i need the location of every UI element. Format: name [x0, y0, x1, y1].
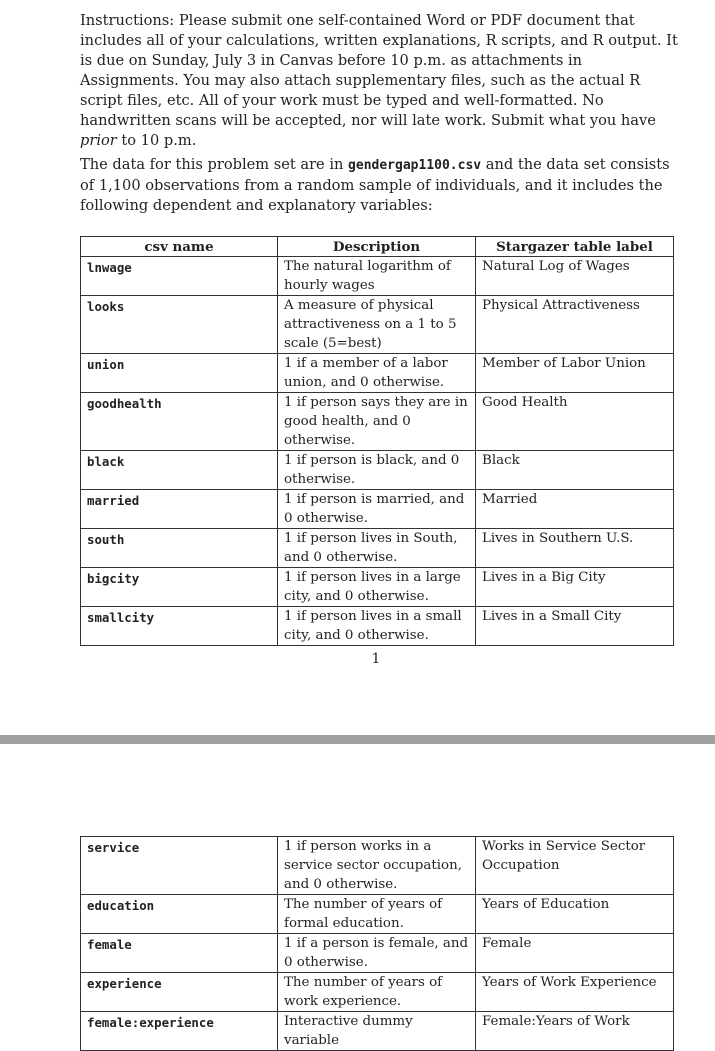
- data-intro-text-end: and the data set consists of 1,100 observations from a random sample of individuals, and it includes the following dependent and explanatory variables:: [80, 156, 670, 214]
- table-row: [81, 607, 674, 646]
- table-row: [81, 568, 674, 607]
- variable-description: 1 if person lives in a small city, and 0 otherwise.: [278, 607, 476, 646]
- table-row: [81, 490, 674, 529]
- variable-description: The number of years of work experience.: [278, 973, 476, 1012]
- table-header-row: [81, 237, 674, 257]
- variable-csv-name: experience: [81, 973, 278, 1012]
- variables-table: [80, 236, 674, 646]
- emphasis-prior: prior: [80, 132, 117, 149]
- table-row: [81, 934, 674, 973]
- variable-stargazer-label: Married: [476, 490, 674, 529]
- variable-csv-name: married: [81, 490, 278, 529]
- variable-csv-name: lnwage: [81, 257, 278, 296]
- variable-description: 1 if a member of a labor union, and 0 otherwise.: [278, 354, 476, 393]
- page-separator: [0, 735, 715, 744]
- variable-stargazer-label: Lives in a Big City: [476, 568, 674, 607]
- variable-stargazer-label: Lives in Southern U.S.: [476, 529, 674, 568]
- variable-csv-name: bigcity: [81, 568, 278, 607]
- table-row: [81, 257, 674, 296]
- data-intro-paragraph: [80, 155, 680, 216]
- variable-stargazer-label: Physical Attractiveness: [476, 296, 674, 354]
- variable-stargazer-label: Black: [476, 451, 674, 490]
- variable-description: 1 if person is black, and 0 otherwise.: [278, 451, 476, 490]
- table-row: [81, 1012, 674, 1051]
- instructions-text: Instructions: Please submit one self-contained Word or PDF document that includes all of your calculations, written explanations, R scripts, and R output. It is due on Sunday, July 3 in Canvas before 10 p.m. as attachments in Assignments. You may also attach supplementary files, such as the actual R script files, etc. All of your work must be typed and well-formatted. No handwritten scans will be accepted, nor will late work. Submit what you have: [80, 12, 678, 129]
- variable-description: 1 if person is married, and 0 otherwise.: [278, 490, 476, 529]
- variables-table-continued: [80, 836, 674, 1051]
- variable-csv-name: smallcity: [81, 607, 278, 646]
- variable-description: The number of years of formal education.: [278, 895, 476, 934]
- variable-csv-name: union: [81, 354, 278, 393]
- page-number: 1: [371, 651, 381, 667]
- variable-csv-name: goodhealth: [81, 393, 278, 451]
- variable-csv-name: south: [81, 529, 278, 568]
- table-row: [81, 837, 674, 895]
- variable-stargazer-label: Years of Education: [476, 895, 674, 934]
- table-row: [81, 296, 674, 354]
- table-row: [81, 393, 674, 451]
- variable-stargazer-label: Female:Years of Work: [476, 1012, 674, 1051]
- variable-description: 1 if a person is female, and 0 otherwise.: [278, 934, 476, 973]
- variable-stargazer-label: Works in Service Sector Occupation: [476, 837, 674, 895]
- variable-stargazer-label: Natural Log of Wages: [476, 257, 674, 296]
- variable-description: 1 if person lives in a large city, and 0 otherwise.: [278, 568, 476, 607]
- table-row: [81, 529, 674, 568]
- table-row: [81, 354, 674, 393]
- variables-table-body: [81, 257, 674, 646]
- variable-description: The natural logarithm of hourly wages: [278, 257, 476, 296]
- header-description: Description: [278, 237, 476, 257]
- variable-stargazer-label: Female: [476, 934, 674, 973]
- variable-description: Interactive dummy variable: [278, 1012, 476, 1051]
- variable-csv-name: female:experience: [81, 1012, 278, 1051]
- instructions-paragraph: [80, 11, 680, 151]
- variable-stargazer-label: Lives in a Small City: [476, 607, 674, 646]
- variable-description: A measure of physical attractiveness on a 1 to 5 scale (5=best): [278, 296, 476, 354]
- variable-description: 1 if person works in a service sector occupation, and 0 otherwise.: [278, 837, 476, 895]
- variable-csv-name: black: [81, 451, 278, 490]
- variable-stargazer-label: Years of Work Experience: [476, 973, 674, 1012]
- variable-csv-name: looks: [81, 296, 278, 354]
- data-intro-text: The data for this problem set are in: [80, 156, 349, 173]
- data-file-name: gendergap1100.csv: [348, 158, 482, 173]
- variable-stargazer-label: Member of Labor Union: [476, 354, 674, 393]
- variables-table-continued-body: [81, 837, 674, 1051]
- table-row: [81, 451, 674, 490]
- variable-csv-name: service: [81, 837, 278, 895]
- header-csv-name: csv name: [81, 237, 278, 257]
- variable-csv-name: female: [81, 934, 278, 973]
- variable-description: 1 if person lives in South, and 0 otherwise.: [278, 529, 476, 568]
- instructions-text-end: to 10 p.m.: [116, 132, 197, 149]
- variable-stargazer-label: Good Health: [476, 393, 674, 451]
- header-stargazer-label: Stargazer table label: [476, 237, 674, 257]
- table-row: [81, 973, 674, 1012]
- variable-description: 1 if person says they are in good health, and 0 otherwise.: [278, 393, 476, 451]
- table-row: [81, 895, 674, 934]
- variable-csv-name: education: [81, 895, 278, 934]
